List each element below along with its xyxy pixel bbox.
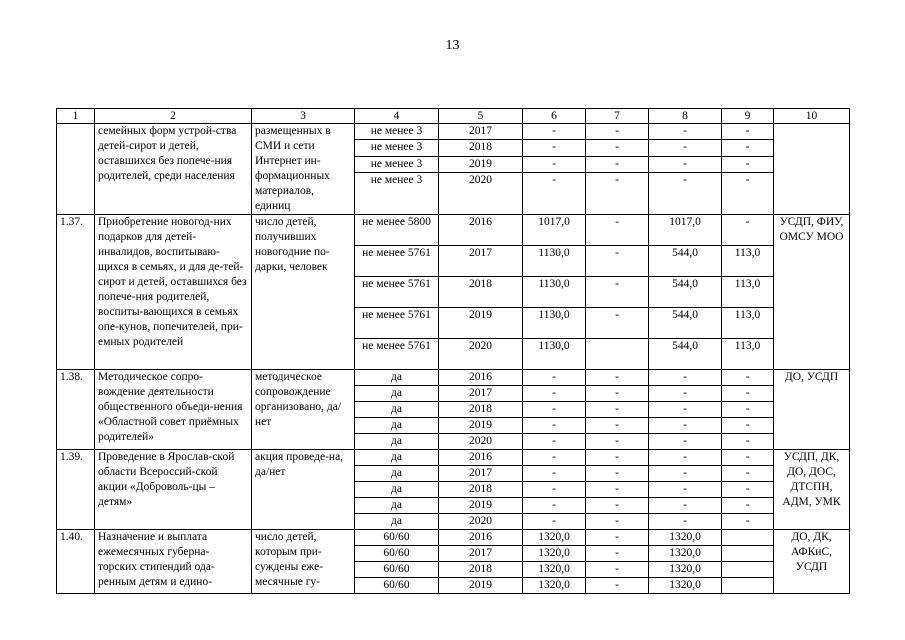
column-header: 3 [252, 109, 355, 124]
column-header: 7 [586, 109, 649, 124]
year: 2019 [439, 578, 523, 594]
item-number: 1.40. [57, 530, 95, 594]
federal-amount: - [586, 482, 649, 498]
regional-amount: - [649, 402, 722, 418]
federal-amount: - [586, 450, 649, 466]
federal-amount: - [586, 434, 649, 450]
page-number: 13 [445, 38, 460, 53]
item-description: Приобретение новогод-них подарков для детей-инвалидов, воспитываю-щихся в семьях, и для де-тей-сирот и детей, оставшихся без попече-ния родителей, воспиты-вающихся в семьях опе-кунов, попечителей, при-емных родителей [95, 215, 252, 370]
federal-amount: - [586, 402, 649, 418]
regional-amount: - [649, 386, 722, 402]
total-amount: - [523, 466, 586, 482]
federal-amount: - [586, 246, 649, 277]
item-description: семейных форм устрой-ства детей-сирот и детей, оставшихся без попече-ния родителей, среди населения [95, 124, 252, 215]
federal-amount: - [586, 498, 649, 514]
target-value: да [355, 514, 439, 530]
federal-amount: - [586, 418, 649, 434]
year: 2017 [439, 246, 523, 277]
target-value: да [355, 482, 439, 498]
table-row [57, 530, 850, 546]
federal-amount: - [586, 277, 649, 308]
year: 2017 [439, 386, 523, 402]
total-amount: 1320,0 [523, 578, 586, 594]
local-amount: - [722, 215, 774, 246]
executors: ДО, УСДП [774, 370, 850, 450]
local-amount: - [722, 434, 774, 450]
item-description: Проведение в Ярослав-ской области Всероссий-ской акции «Доброволь-цы – детям» [95, 450, 252, 530]
year: 2019 [439, 418, 523, 434]
column-header: 6 [523, 109, 586, 124]
total-amount: - [523, 140, 586, 156]
federal-amount: - [586, 308, 649, 339]
header-row [57, 109, 850, 124]
local-amount: 113,0 [722, 246, 774, 277]
regional-amount: 1017,0 [649, 215, 722, 246]
column-header: 9 [722, 109, 774, 124]
year: 2018 [439, 140, 523, 156]
target-value: не менее 3 [355, 140, 439, 156]
item-indicator: методическое сопровождение организовано, да/нет [252, 370, 355, 450]
item-description: Назначение и выплата ежемесячных губерна-торских стипендий ода-ренным детям и едино- [95, 530, 252, 594]
year: 2016 [439, 450, 523, 466]
target-value: не менее 3 [355, 173, 439, 215]
total-amount: - [523, 498, 586, 514]
local-amount [722, 546, 774, 562]
table-body [57, 109, 850, 594]
total-amount: - [523, 434, 586, 450]
year: 2020 [439, 339, 523, 370]
federal-amount: - [586, 156, 649, 172]
year: 2019 [439, 308, 523, 339]
local-amount: - [722, 418, 774, 434]
local-amount: - [722, 173, 774, 215]
local-amount: - [722, 386, 774, 402]
total-amount: - [523, 124, 586, 140]
total-amount: 1130,0 [523, 308, 586, 339]
table-row [57, 215, 850, 246]
federal-amount: - [586, 530, 649, 546]
regional-amount: 544,0 [649, 246, 722, 277]
local-amount [722, 530, 774, 546]
year: 2019 [439, 498, 523, 514]
target-value: 60/60 [355, 546, 439, 562]
target-value: не менее 5761 [355, 246, 439, 277]
local-amount [722, 578, 774, 594]
column-header: 2 [95, 109, 252, 124]
regional-amount: - [649, 124, 722, 140]
column-header: 10 [774, 109, 850, 124]
federal-amount: - [586, 514, 649, 530]
federal-amount: - [586, 215, 649, 246]
regional-amount: - [649, 514, 722, 530]
regional-amount: 544,0 [649, 308, 722, 339]
total-amount: 1130,0 [523, 339, 586, 370]
regional-amount: - [649, 418, 722, 434]
local-amount: - [722, 450, 774, 466]
regional-amount: 1320,0 [649, 530, 722, 546]
target-value: 60/60 [355, 562, 439, 578]
local-amount: - [722, 370, 774, 386]
regional-amount: - [649, 482, 722, 498]
year: 2020 [439, 173, 523, 215]
regional-amount: - [649, 156, 722, 172]
total-amount: - [523, 156, 586, 172]
total-amount: - [523, 482, 586, 498]
executors: ДО, ДК, АФКиС, УСДП [774, 530, 850, 594]
column-header: 4 [355, 109, 439, 124]
target-value: да [355, 370, 439, 386]
item-description: Методическое сопро-вождение деятельности общественного объеди-нения «Областной совет приёмных родителей» [95, 370, 252, 450]
regional-amount: - [649, 498, 722, 514]
total-amount: 1017,0 [523, 215, 586, 246]
local-amount: - [722, 498, 774, 514]
target-value: не менее 3 [355, 124, 439, 140]
total-amount: - [523, 450, 586, 466]
regional-amount: 544,0 [649, 277, 722, 308]
federal-amount: - [586, 370, 649, 386]
regional-amount: - [649, 434, 722, 450]
target-value: 60/60 [355, 578, 439, 594]
item-number: 1.38. [57, 370, 95, 450]
local-amount: - [722, 156, 774, 172]
year: 2018 [439, 482, 523, 498]
target-value: да [355, 450, 439, 466]
local-amount: - [722, 140, 774, 156]
local-amount: - [722, 124, 774, 140]
total-amount: - [523, 514, 586, 530]
regional-amount: - [649, 370, 722, 386]
target-value: да [355, 434, 439, 450]
table-row [57, 370, 850, 386]
regional-amount: 544,0 [649, 339, 722, 370]
item-indicator: акция проведе-на, да/нет [252, 450, 355, 530]
year: 2017 [439, 546, 523, 562]
year: 2020 [439, 514, 523, 530]
total-amount: 1320,0 [523, 562, 586, 578]
federal-amount: - [586, 140, 649, 156]
year: 2017 [439, 124, 523, 140]
regional-amount: 1320,0 [649, 578, 722, 594]
federal-amount: - [586, 173, 649, 215]
target-value: да [355, 466, 439, 482]
column-header: 5 [439, 109, 523, 124]
item-number: 1.37. [57, 215, 95, 370]
federal-amount: - [586, 562, 649, 578]
item-number [57, 124, 95, 215]
target-value: 60/60 [355, 530, 439, 546]
executors [774, 124, 850, 215]
regional-amount: - [649, 466, 722, 482]
total-amount: - [523, 370, 586, 386]
total-amount: - [523, 386, 586, 402]
total-amount: 1130,0 [523, 277, 586, 308]
year: 2020 [439, 434, 523, 450]
total-amount: 1320,0 [523, 546, 586, 562]
year: 2016 [439, 370, 523, 386]
local-amount: - [722, 402, 774, 418]
executors: УСДП, ФИУ, ОМСУ МОО [774, 215, 850, 370]
local-amount: - [722, 482, 774, 498]
federal-amount: - [586, 578, 649, 594]
year: 2016 [439, 215, 523, 246]
year: 2019 [439, 156, 523, 172]
target-value: да [355, 402, 439, 418]
program-table [56, 108, 850, 594]
target-value: не менее 5800 [355, 215, 439, 246]
column-header: 8 [649, 109, 722, 124]
target-value: не менее 3 [355, 156, 439, 172]
regional-amount: - [649, 173, 722, 215]
target-value: не менее 5761 [355, 277, 439, 308]
local-amount: 113,0 [722, 308, 774, 339]
local-amount: - [722, 466, 774, 482]
item-indicator: число детей, получивших новогодние по-дарки, человек [252, 215, 355, 370]
item-number: 1.39. [57, 450, 95, 530]
table-row [57, 124, 850, 140]
table-row [57, 450, 850, 466]
total-amount: 1320,0 [523, 530, 586, 546]
federal-amount: - [586, 124, 649, 140]
target-value: да [355, 386, 439, 402]
federal-amount: - [586, 466, 649, 482]
target-value: да [355, 418, 439, 434]
total-amount: - [523, 173, 586, 215]
federal-amount: - [586, 546, 649, 562]
year: 2018 [439, 562, 523, 578]
local-amount: 113,0 [722, 339, 774, 370]
target-value: не менее 5761 [355, 308, 439, 339]
total-amount: - [523, 418, 586, 434]
regional-amount: - [649, 450, 722, 466]
target-value: да [355, 498, 439, 514]
total-amount: 1130,0 [523, 246, 586, 277]
executors: УСДП, ДК, ДО, ДОС, ДТСПН, АДМ, УМК [774, 450, 850, 530]
local-amount: 113,0 [722, 277, 774, 308]
federal-amount: - [586, 386, 649, 402]
column-header: 1 [57, 109, 95, 124]
regional-amount: 1320,0 [649, 562, 722, 578]
local-amount [722, 562, 774, 578]
federal-amount [586, 339, 649, 370]
regional-amount: - [649, 140, 722, 156]
year: 2018 [439, 402, 523, 418]
regional-amount: 1320,0 [649, 546, 722, 562]
local-amount: - [722, 514, 774, 530]
year: 2018 [439, 277, 523, 308]
year: 2017 [439, 466, 523, 482]
year: 2016 [439, 530, 523, 546]
item-indicator: число детей, которым при-суждены еже-месячные гу- [252, 530, 355, 594]
target-value: не менее 5761 [355, 339, 439, 370]
item-indicator: размещенных в СМИ и сети Интернет ин-формационных материалов, единиц [252, 124, 355, 215]
total-amount: - [523, 402, 586, 418]
